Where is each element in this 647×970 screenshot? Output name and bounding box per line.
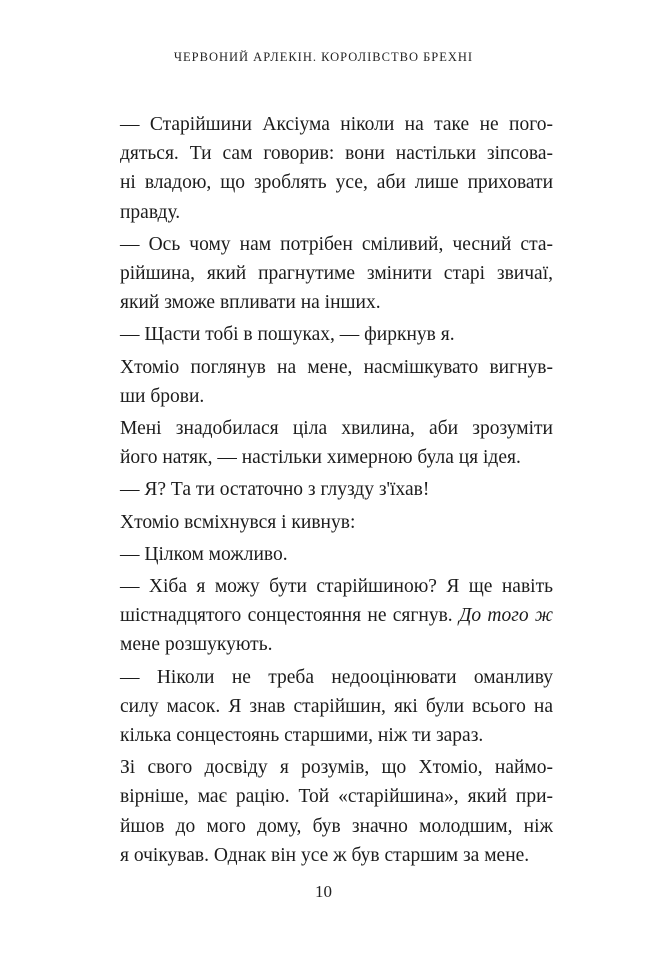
italic-text: До того ж [458, 605, 553, 627]
text-line: йшов до мого дому, був значно молодшим, ніж [120, 815, 553, 837]
body-text [120, 110, 553, 873]
text-line: — Цілком можливо. [120, 543, 288, 565]
paragraph [120, 475, 553, 504]
paragraph [120, 320, 553, 349]
text-line: ні владою, що зроблять усе, аби лише приховати [120, 172, 553, 194]
text-line: — Хіба я можу бути старійшиною? Я ще навіть [120, 576, 553, 598]
text-line: дяться. Ти сам говорив: вони настільки зіпсова- [120, 143, 553, 165]
text-line: ши брови. [120, 385, 205, 407]
text-line: я очікував. Однак він усе ж був старшим за мене. [120, 844, 530, 866]
text-line: — Я? Та ти остаточно з глузду з'їхав! [120, 479, 430, 501]
text-line: силу масок. Я знав старійшин, які були всього на [120, 695, 553, 717]
paragraph [120, 110, 553, 227]
text-line: — Ось чому нам потрібен сміливий, чесний ста- [120, 233, 553, 255]
text-line [120, 601, 553, 630]
paragraph [120, 353, 553, 411]
paragraph [120, 663, 553, 751]
text-line: Зі свого досвіду я розумів, що Хтоміо, наймо- [120, 757, 553, 779]
paragraph [120, 230, 553, 318]
text-line: Мені знадобилася ціла хвилина, аби зрозуміти [120, 418, 553, 440]
text-line: Хтоміо поглянув на мене, насмішкувато вигнув- [120, 356, 553, 378]
text-line: — Старійшини Аксіума ніколи на таке не пого- [120, 114, 553, 135]
paragraph [120, 508, 553, 537]
text-line: який зможе впливати на інших. [120, 292, 381, 314]
page-number: 10 [315, 882, 332, 901]
text-line: — Ніколи не треба недооцінювати оманливу [120, 666, 553, 688]
paragraph [120, 414, 553, 472]
text-segment: шістнадцятого сонцестояння не сягнув. [120, 605, 453, 627]
text-line: його натяк, — настільки химерною була ця ідея. [120, 447, 521, 469]
text-line: вірніше, має рацію. Той «старійшина», який при- [120, 786, 553, 808]
text-line: кілька сонцестоянь старшими, ніж ти зараз. [120, 725, 484, 747]
text-line: — Щасти тобі в пошуках, — фиркнув я. [120, 324, 455, 346]
paragraph [120, 753, 553, 870]
paragraph [120, 540, 553, 569]
text-line: Хтоміо всміхнувся і кивнув: [120, 511, 356, 533]
text-line: правду. [120, 201, 181, 223]
text-line: рійшина, який прагнутиме змінити старі звичаї, [120, 263, 553, 285]
text-line: мене розшукують. [120, 634, 273, 656]
paragraph [120, 572, 553, 660]
running-header: ЧЕРВОНИЙ АРЛЕКІН. КОРОЛІВСТВО БРЕХНІ [173, 50, 474, 64]
